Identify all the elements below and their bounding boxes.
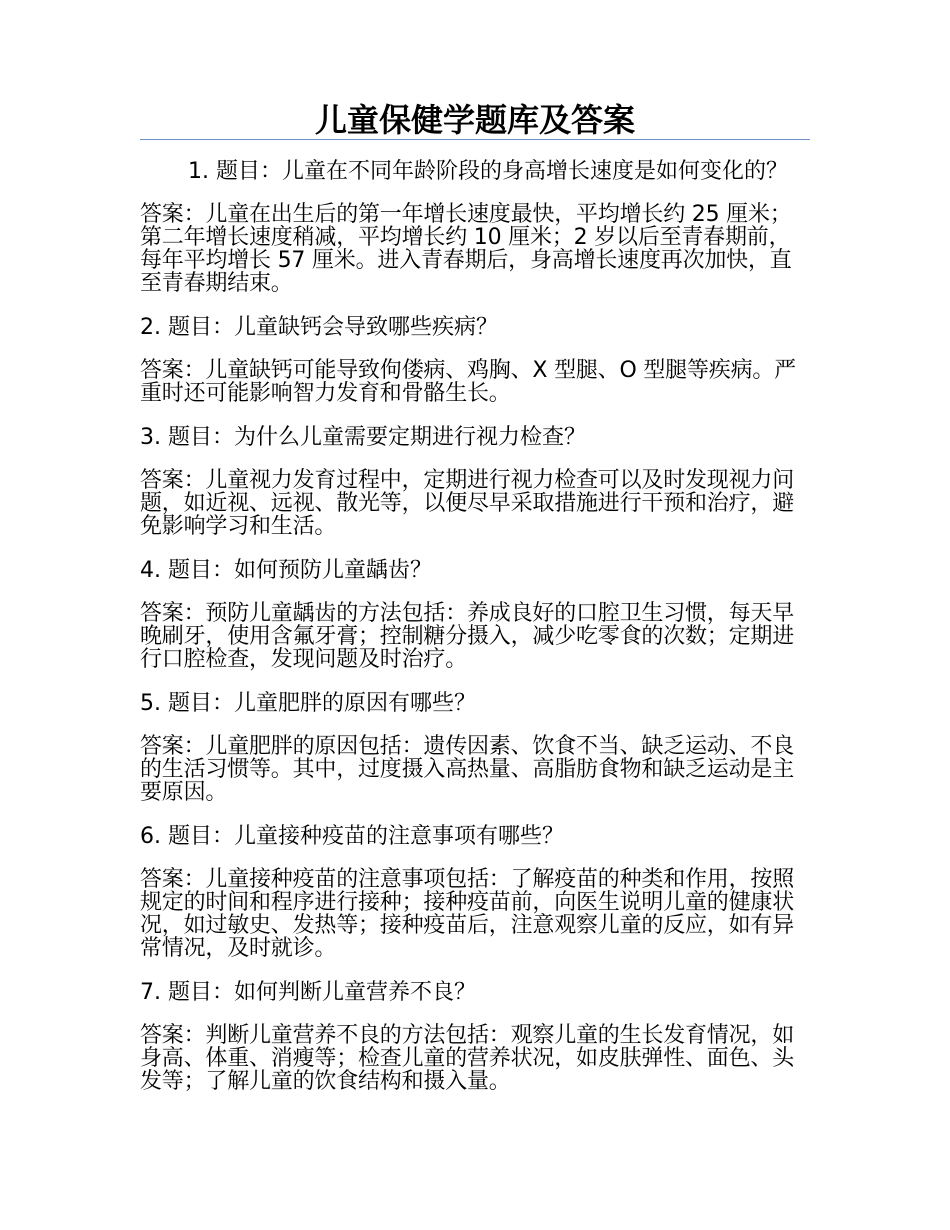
question-text: 3. 题目：为什么儿童需要定期进行视力检查？ bbox=[140, 425, 586, 450]
qa-item bbox=[140, 979, 810, 1093]
answer-text: 答案：儿童在出生后的第一年增长速度最快，平均增长约 25 厘米；第二年增长速度稍减，平均增长约 10 厘米；2 岁以后至青春期前，每年平均增长 57 厘米。进入青春期后，身高增长速度再次加快，直至青春期结束。 bbox=[140, 202, 792, 296]
answer-text: 答案：儿童缺钙可能导致佝偻病、鸡胸、X 型腿、O 型腿等疾病。严重时还可能影响智力发育和骨骼生长。 bbox=[140, 358, 796, 406]
qa-list bbox=[140, 158, 810, 1112]
question-text: 5. 题目：儿童肥胖的原因有哪些？ bbox=[140, 691, 476, 716]
qa-item bbox=[140, 424, 810, 538]
question-text: 7. 题目：如何判断儿童营养不良？ bbox=[140, 980, 476, 1005]
qa-item bbox=[140, 690, 810, 804]
answer-text: 答案：儿童接种疫苗的注意事项包括：了解疫苗的种类和作用，按照规定的时间和程序进行接种；接种疫苗前，向医生说明儿童的健康状况，如过敏史、发热等；接种疫苗后，注意观察儿童的反应，如有异常情况，及时就诊。 bbox=[140, 867, 795, 961]
answer-text: 答案：预防儿童龋齿的方法包括：养成良好的口腔卫生习惯，每天早晚刷牙，使用含氟牙膏；控制糖分摄入，减少吃零食的次数；定期进行口腔检查，发现问题及时治疗。 bbox=[140, 601, 795, 672]
qa-item bbox=[140, 557, 810, 671]
answer-text: 答案：儿童肥胖的原因包括：遗传因素、饮食不当、缺乏运动、不良的生活习惯等。其中，过度摄入高热量、高脂肪食物和缺乏运动是主要原因。 bbox=[140, 734, 795, 805]
qa-item bbox=[140, 314, 810, 405]
title-underline bbox=[140, 139, 810, 140]
question-text: 4. 题目：如何预防儿童龋齿？ bbox=[140, 558, 432, 583]
question-text: 2. 题目：儿童缺钙会导致哪些疾病？ bbox=[140, 315, 498, 340]
qa-item bbox=[140, 158, 810, 295]
qa-item bbox=[140, 823, 810, 960]
page-title: 儿童保健学题库及答案 bbox=[314, 101, 635, 139]
answer-text: 答案：判断儿童营养不良的方法包括：观察儿童的生长发育情况，如身高、体重、消瘦等；检查儿童的营养状况，如皮肤弹性、面色、头发等；了解儿童的饮食结构和摄入量。 bbox=[140, 1023, 795, 1094]
question-text: 6. 题目：儿童接种疫苗的注意事项有哪些？ bbox=[140, 824, 564, 849]
question-text: 1. 题目：儿童在不同年龄阶段的身高增长速度是如何变化的？ bbox=[188, 159, 788, 184]
answer-text: 答案：儿童视力发育过程中，定期进行视力检查可以及时发现视力问题，如近视、远视、散光等，以便尽早采取措施进行干预和治疗，避免影响学习和生活。 bbox=[140, 468, 795, 539]
